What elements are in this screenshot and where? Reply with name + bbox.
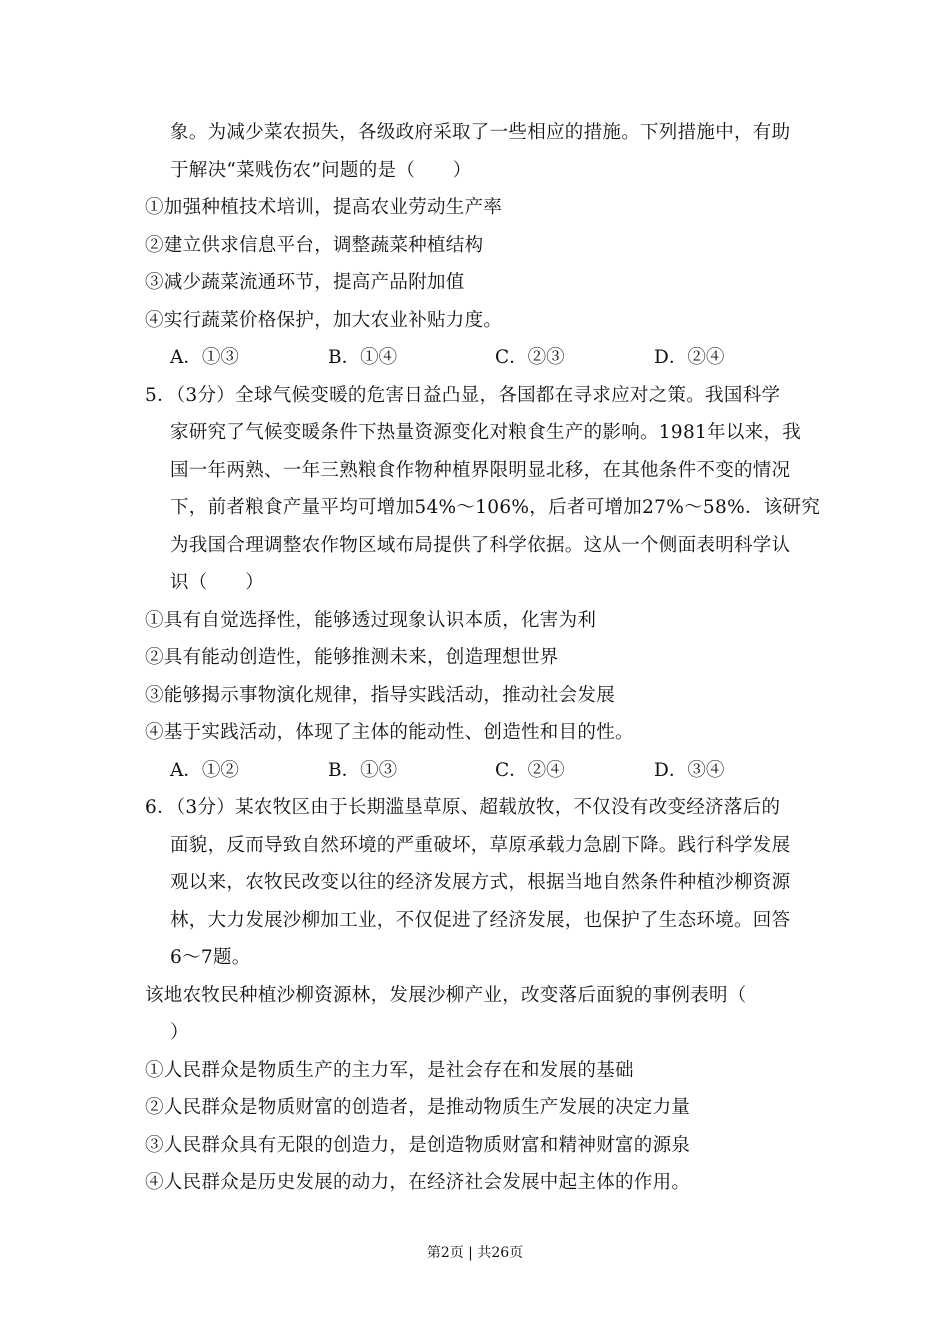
q5-option-b: B．①③ (328, 760, 398, 781)
q4-stem-line-1: 象。为减少菜农损失，各级政府采取了一些相应的措施。下列措施中，有助 (170, 122, 791, 143)
q5-stem-line-5: 为我国合理调整农作物区域布局提供了科学依据。这从一个侧面表明科学认 (170, 535, 791, 556)
q5-stem-line-3: 国一年两熟、一年三熟粮食作物种植界限明显北移，在其他条件不变的情况 (170, 460, 791, 481)
q5-stem-line-1: 5．（3分）全球气候变暖的危害日益凸显，各国都在寻求应对之策。我国科学 (145, 385, 781, 406)
q6-question-line-1: 该地农牧民种植沙柳资源林，发展沙柳产业，改变落后面貌的事例表明（ (145, 985, 747, 1006)
q6-question-line-2: ） (170, 1022, 189, 1043)
q5-statement-3: ③能够揭示事物演化规律，指导实践活动，推动社会发展 (145, 685, 616, 706)
q6-stem-line-5: 6～7题。 (170, 947, 251, 968)
page-number-footer: 第2页 | 共26页 (426, 1245, 524, 1261)
q6-stem-line-4: 林，大力发展沙柳加工业，不仅促进了经济发展，也保护了生态环境。回答 (170, 910, 791, 931)
q5-statement-1: ①具有自觉选择性，能够透过现象认识本质，化害为利 (145, 610, 597, 631)
q4-statement-4: ④实行蔬菜价格保护，加大农业补贴力度。 (145, 310, 503, 331)
q4-stem-line-2: 于解决“菜贱伤农”问题的是（ ） (170, 160, 472, 181)
q6-stem-line-2: 面貌，反而导致自然环境的严重破坏，草原承载力急剧下降。践行科学发展 (170, 835, 791, 856)
q5-option-a: A．①② (170, 760, 239, 781)
q5-stem-line-6: 识（ ） (170, 572, 265, 593)
q4-option-c: C．②③ (495, 347, 565, 368)
q6-statement-2: ②人民群众是物质财富的创造者，是推动物质生产发展的决定力量 (145, 1097, 691, 1118)
q4-option-a: A．①③ (170, 347, 239, 368)
q4-option-d: D．②④ (654, 347, 725, 368)
q6-statement-1: ①人民群众是物质生产的主力军，是社会存在和发展的基础 (145, 1060, 634, 1081)
q4-statement-3: ③减少蔬菜流通环节，提高产品附加值 (145, 272, 465, 293)
q4-statement-1: ①加强种植技术培训，提高农业劳动生产率 (145, 197, 503, 218)
q4-statement-2: ②建立供求信息平台，调整蔬菜种植结构 (145, 235, 484, 256)
q5-option-c: C．②④ (495, 760, 565, 781)
q6-stem-line-1: 6．（3分）某农牧区由于长期滥垦草原、超载放牧，不仅没有改变经济落后的 (145, 797, 781, 818)
q6-statement-4: ④人民群众是历史发展的动力，在经济社会发展中起主体的作用。 (145, 1172, 691, 1193)
q6-statement-3: ③人民群众具有无限的创造力，是创造物质财富和精神财富的源泉 (145, 1135, 691, 1156)
q5-stem-line-2: 家研究了气候变暖条件下热量资源变化对粮食生产的影响。1981年以来，我 (170, 422, 802, 443)
q5-option-d: D．③④ (654, 760, 725, 781)
q5-statement-2: ②具有能动创造性，能够推测未来，创造理想世界 (145, 647, 559, 668)
q4-option-b: B．①④ (328, 347, 398, 368)
q5-statement-4: ④基于实践活动，体现了主体的能动性、创造性和目的性。 (145, 722, 634, 743)
q5-stem-line-4: 下，前者粮食产量平均可增加54%～106%，后者可增加27%～58%．该研究 (170, 497, 821, 518)
q6-stem-line-3: 观以来，农牧民改变以往的经济发展方式，根据当地自然条件种植沙柳资源 (170, 872, 791, 893)
